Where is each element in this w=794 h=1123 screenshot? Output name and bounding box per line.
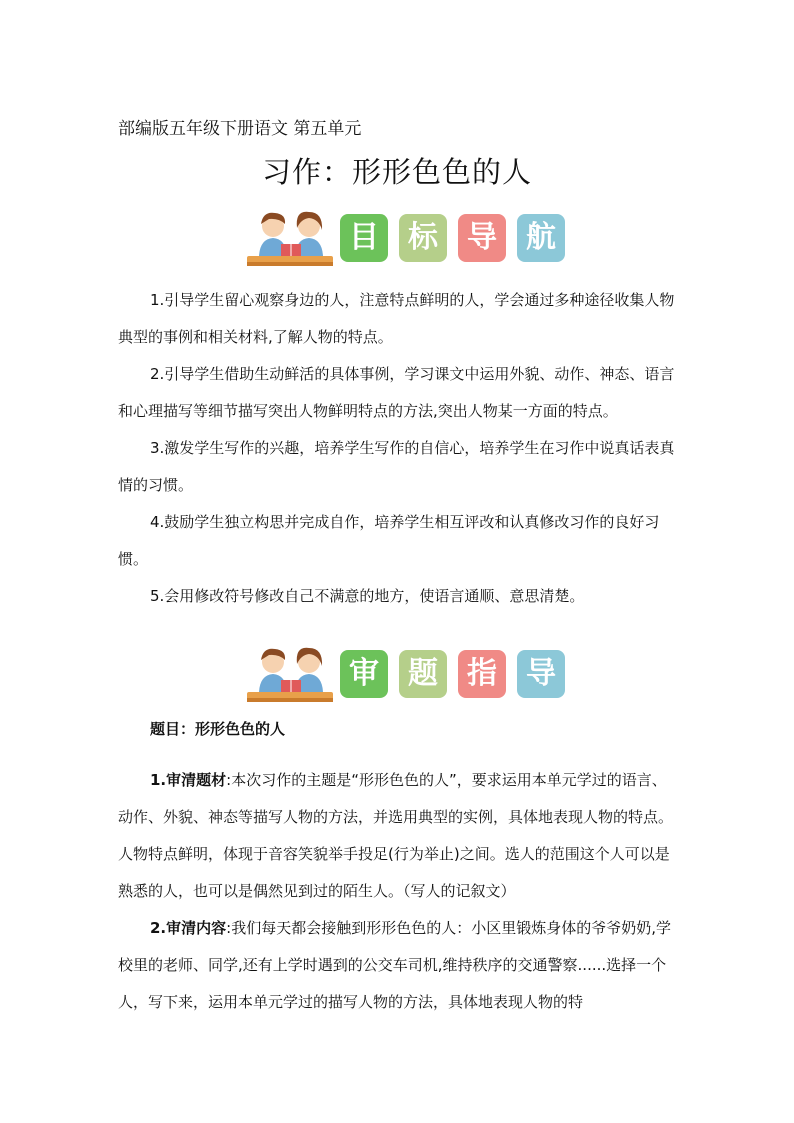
topic-heading: 题目：形形色色的人 — [150, 720, 286, 738]
banner-tile: 目 — [340, 214, 388, 262]
goal-item: 1.引导学生留心观察身边的人，注意特点鲜明的人，学会通过多种途径收集人物典型的事例和相关材料,了解人物的特点。 — [118, 291, 675, 346]
guide-item-label: 2.审清内容 — [150, 919, 227, 937]
guide-banner — [245, 642, 575, 704]
banner-tile: 审 — [340, 650, 388, 698]
guide-item-text: :我们每天都会接触到形形色色的人：小区里锻炼身体的爷爷奶奶,学校里的老师、同学,还有上学时遇到的公交车司机,维持秩序的交通警察......选择一个人，写下来，运用本单元学过的描写人物的方法，具体地表现人物的特 — [118, 919, 671, 1011]
document-subtitle: 部编版五年级下册语文 第五单元 — [118, 119, 362, 139]
banner-tile: 题 — [399, 650, 447, 698]
goals-list — [118, 282, 678, 615]
goal-item: 3.激发学生写作的兴趣，培养学生写作的自信心，培养学生在习作中说真话表真情的习惯。 — [118, 439, 675, 494]
goal-item: 4.鼓励学生独立构思并完成自作，培养学生相互评改和认真修改习作的良好习惯。 — [118, 513, 660, 568]
guide-item-2 — [118, 910, 678, 1021]
banner-tile: 航 — [517, 214, 565, 262]
guide-item-text: :本次习作的主题是“形形色色的人”，要求运用本单元学过的语言、动作、外貌、神态等描写人物的方法，并选用典型的实例，具体地表现人物的特点。人物特点鲜明，体现于音容笑貌举手投足(行为举止)之间。选人的范围这个人可以是熟悉的人，也可以是偶然见到过的陌生人。（写人的记叙文） — [118, 771, 674, 900]
banner-tile: 导 — [458, 214, 506, 262]
guide-item-1 — [118, 762, 678, 910]
banner-tile: 标 — [399, 214, 447, 262]
guide-item-label: 1.审清题材 — [150, 771, 227, 789]
goal-item: 5.会用修改符号修改自己不满意的地方，使语言通顺、意思清楚。 — [150, 587, 585, 605]
banner-tile: 导 — [517, 650, 565, 698]
guide-body — [118, 762, 678, 1021]
goals-banner — [245, 206, 575, 268]
students-reading-icon — [245, 642, 337, 704]
students-reading-icon — [245, 206, 337, 268]
document-title: 习作：形形色色的人 — [261, 155, 532, 189]
goal-item: 2.引导学生借助生动鲜活的具体事例，学习课文中运用外貌、动作、神态、语言和心理描写等细节描写突出人物鲜明特点的方法,突出人物某一方面的特点。 — [118, 365, 675, 420]
banner-tile: 指 — [458, 650, 506, 698]
